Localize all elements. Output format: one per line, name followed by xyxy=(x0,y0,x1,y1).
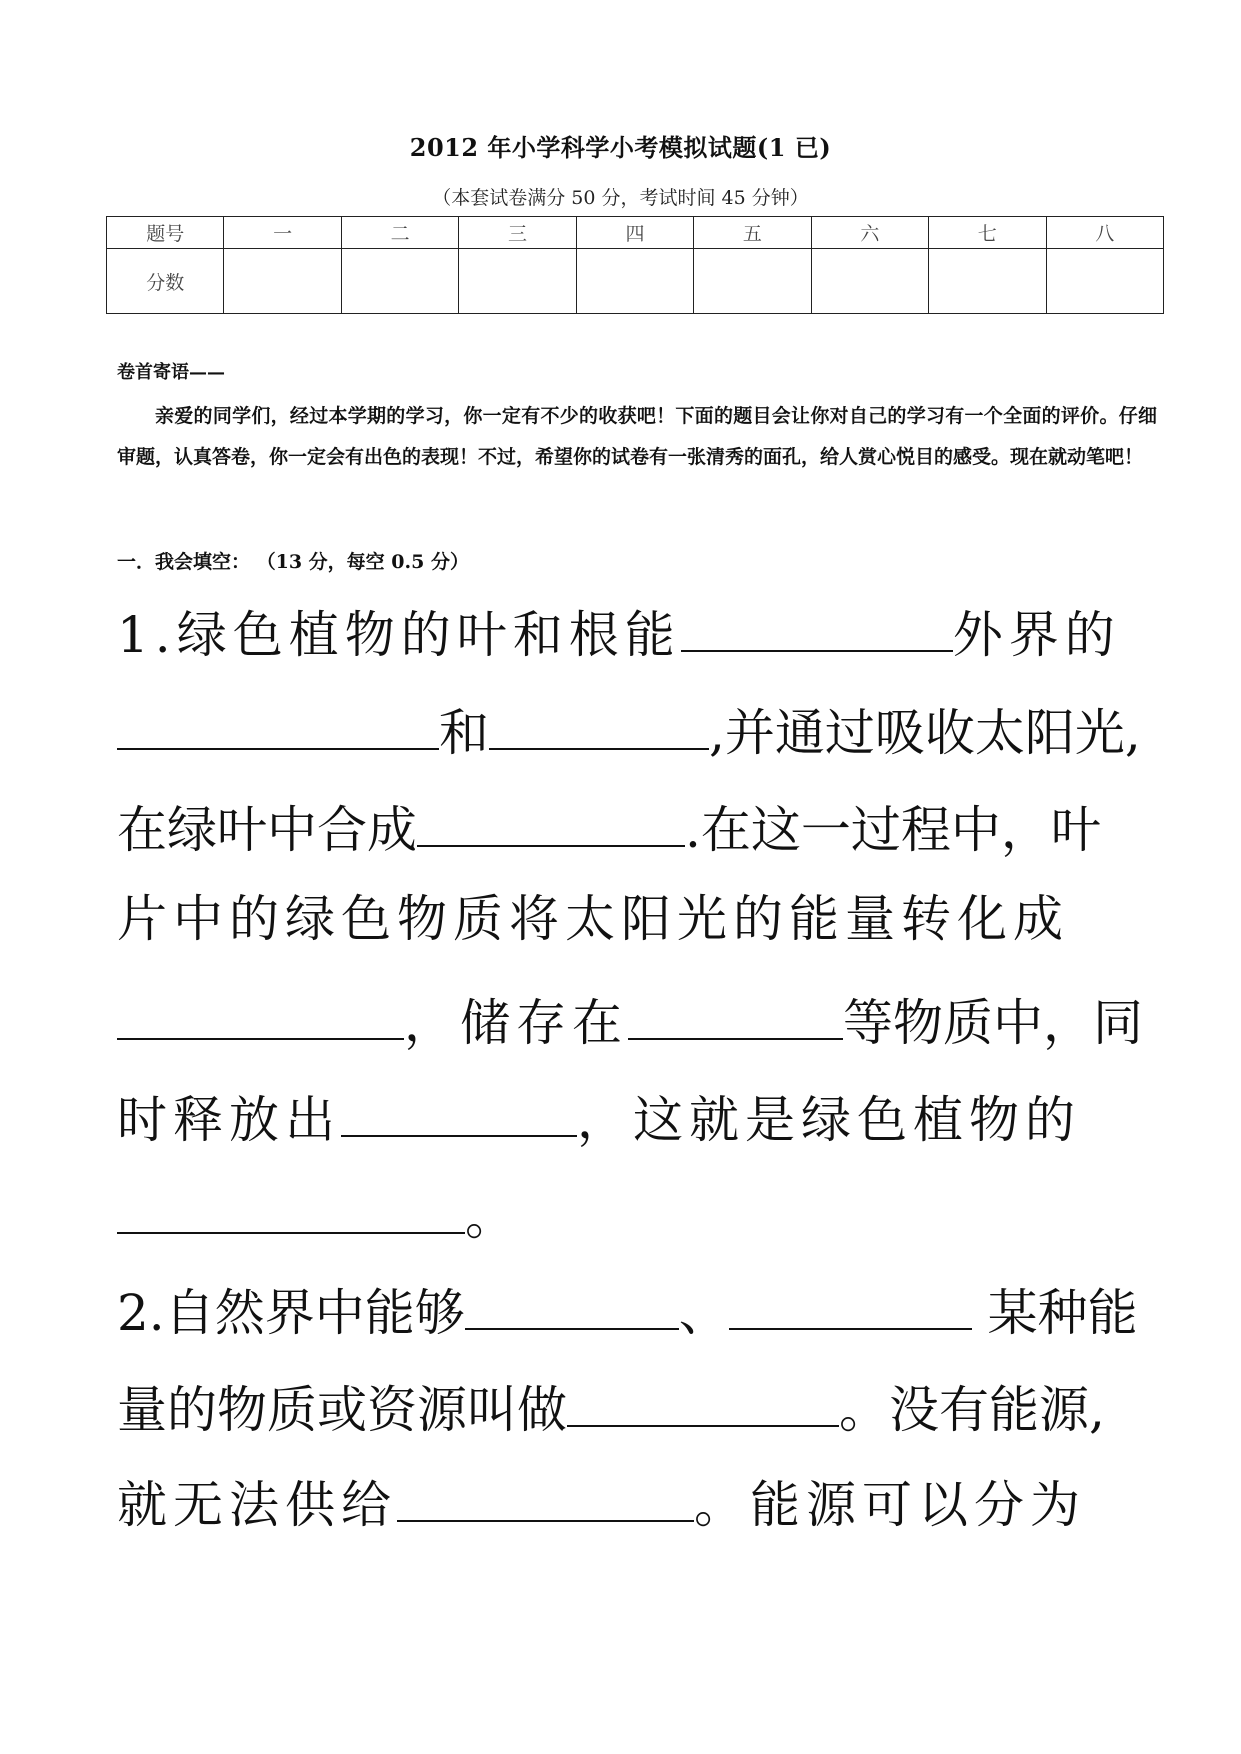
q2-line-1: 2.自然界中能够 、 某种能 xyxy=(117,1276,1138,1343)
column-3: 三 xyxy=(459,217,576,249)
score-cell xyxy=(341,249,458,314)
q1-line-5: ，储存在 等物质中，同 xyxy=(117,986,1143,1053)
answer-blank[interactable] xyxy=(397,1468,694,1522)
score-table-header-row xyxy=(107,217,1164,249)
answer-blank[interactable] xyxy=(341,1083,577,1137)
q2-line-2: 量的物质或资源叫做 。没有能源, xyxy=(117,1373,1105,1440)
answer-blank[interactable] xyxy=(117,1180,465,1234)
answer-blank[interactable] xyxy=(567,1373,839,1427)
column-4: 四 xyxy=(576,217,693,249)
answer-blank[interactable] xyxy=(117,696,439,750)
q1-line-1: 1.绿色植物的叶和根能 外界的 xyxy=(117,598,1121,665)
answer-blank[interactable] xyxy=(117,986,404,1040)
score-cell xyxy=(694,249,811,314)
column-2: 二 xyxy=(341,217,458,249)
row-label-score: 分数 xyxy=(107,249,224,314)
score-cell xyxy=(1046,249,1164,314)
q2-line-3: 就无法供给 。能源可以分为 xyxy=(117,1468,1086,1535)
exam-subtitle: （本套试卷满分 50 分，考试时间 45 分钟） xyxy=(432,187,809,209)
column-8: 八 xyxy=(1046,217,1164,249)
column-5: 五 xyxy=(694,217,811,249)
score-cell xyxy=(224,249,341,314)
preface-paragraph: 亲爱的同学们，经过本学期的学习，你一定有不少的收获吧！下面的题目会让你对自己的学习有一个全面的评价。仔细审题，认真答卷，你一定会有出色的表现！不过，希望你的试卷有一张清秀的面孔，给人赏心悦目的感受。现在就动笔吧！ xyxy=(117,405,1157,468)
exam-title: 2012 年小学科学小考模拟试题(1 已) xyxy=(409,133,832,162)
answer-blank[interactable] xyxy=(489,696,709,750)
section-heading: 一．我会填空： （13 分，每空 0.5 分） xyxy=(117,551,469,573)
score-table xyxy=(106,216,1164,314)
answer-blank[interactable] xyxy=(417,793,685,847)
preface-text xyxy=(117,396,1157,478)
score-table-score-row xyxy=(107,249,1164,314)
score-cell xyxy=(576,249,693,314)
answer-blank[interactable] xyxy=(729,1276,972,1330)
row-label-question: 题号 xyxy=(107,217,224,249)
q1-line-3: 在绿叶中合成 .在这一过程中，叶 xyxy=(117,793,1101,860)
column-1: 一 xyxy=(224,217,341,249)
score-cell xyxy=(929,249,1046,314)
answer-blank[interactable] xyxy=(465,1276,679,1330)
score-cell xyxy=(459,249,576,314)
column-7: 七 xyxy=(929,217,1046,249)
score-cell xyxy=(811,249,928,314)
answer-blank[interactable] xyxy=(628,986,843,1040)
q1-line-7: 。 xyxy=(117,1180,515,1247)
preface-title: 卷首寄语—— xyxy=(117,362,225,383)
q1-line-4: 片中的绿色物质将太阳光的能量转化成 xyxy=(117,890,1069,948)
q1-line-2: 和 ,并通过吸收太阳光, xyxy=(117,696,1141,763)
column-6: 六 xyxy=(811,217,928,249)
q1-line-6: 时释放出 ，这就是绿色植物的 xyxy=(117,1083,1081,1150)
answer-blank[interactable] xyxy=(681,598,953,652)
